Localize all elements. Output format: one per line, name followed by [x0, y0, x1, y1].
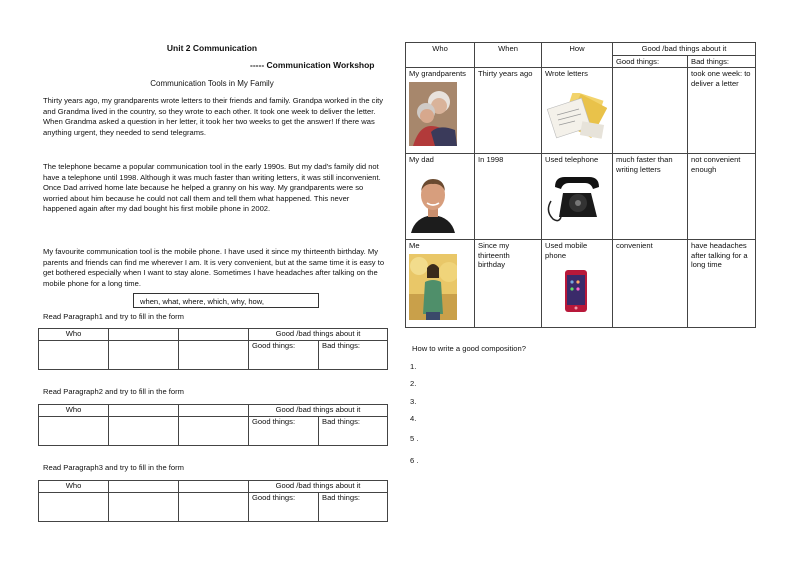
me-photo: [409, 254, 457, 320]
form-1-cell[interactable]: [179, 341, 249, 370]
summary-cell-who: [406, 154, 475, 240]
form-1-goodbad-header: Good /bad things about it: [249, 329, 388, 341]
form-2-good-cell[interactable]: [249, 417, 319, 446]
summary-who-header: Who: [406, 43, 475, 68]
paragraph-1: Thirty years ago, my grandparents wrote letters to their friends and family. Grandpa worked in the city and Grandma lived in the country, so they wrote to each other. It took one week to deliver the letter. When Grandma asked a question in her letter, it took her two weeks to get the answer! If there was anything urgent, they needed to send telegrams.: [43, 96, 384, 137]
mobile-phone-photo: [545, 266, 607, 316]
form-3-blank-header: [109, 481, 179, 493]
letters-photo: [545, 93, 607, 141]
form-3-bad-label: Bad things:: [322, 493, 360, 502]
paragraph-2: The telephone became a popular communication tool in the early 1990s. But my dad's family did not have a telephone until 1998. Although it was much faster than writing letters, it was still inconvenient. Once Dad arrived home late because he helped a granny on his way. My grandparents were so worried about him because he could not call them and tell them what happened. This never happened again after my dad bought his first mobile phone in 2002.: [43, 162, 381, 213]
form-2-bad-cell[interactable]: [319, 417, 388, 446]
form-2-blank-header: [179, 405, 249, 417]
summary-goodbad-header: Good /bad things about it: [613, 43, 756, 56]
form-1-who-header: Who: [39, 329, 109, 341]
form-1-table: [38, 328, 388, 370]
how-label: Used mobile phone: [545, 241, 588, 260]
form-3-cell[interactable]: [179, 493, 249, 522]
form-1-cell[interactable]: [39, 341, 109, 370]
page-subtitle: ----- Communication Workshop: [250, 60, 375, 70]
form-3-good-cell[interactable]: [249, 493, 319, 522]
form-2-good-label: Good things:: [252, 417, 296, 426]
telephone-photo: [545, 171, 607, 223]
summary-cell-how: [542, 68, 613, 154]
form-2-cell[interactable]: [109, 417, 179, 446]
question-words-box: when, what, where, which, why, how,: [133, 293, 319, 308]
form-2-bad-label: Bad things:: [322, 417, 360, 426]
composition-item: 2.: [410, 379, 417, 388]
summary-cell-who: [406, 68, 475, 154]
form-1-blank-header: [179, 329, 249, 341]
form-3-blank-header: [179, 481, 249, 493]
summary-cell-good: [613, 68, 688, 154]
form-2-instruction: Read Paragraph2 and try to fill in the form: [43, 387, 184, 396]
form-1-good-cell[interactable]: [249, 341, 319, 370]
summary-good-header: Good things:: [613, 55, 688, 68]
summary-cell-who: [406, 240, 475, 328]
form-1-bad-label: Bad things:: [322, 341, 360, 350]
form-2-blank-header: [109, 405, 179, 417]
summary-how-header: How: [542, 43, 613, 68]
form-1-bad-cell[interactable]: [319, 341, 388, 370]
who-label: My dad: [409, 155, 434, 164]
summary-cell-when: Since my thirteenth birthday: [475, 240, 542, 328]
how-label: Wrote letters: [545, 69, 588, 78]
form-1-good-label: Good things:: [252, 341, 296, 350]
summary-cell-good: convenient: [613, 240, 688, 328]
form-2-table: [38, 404, 388, 446]
summary-cell-bad: have headaches after talking for a long time: [688, 240, 756, 328]
composition-item: 5 .: [410, 434, 419, 443]
summary-cell-good: much faster than writing letters: [613, 154, 688, 240]
summary-row-dad: [406, 154, 756, 240]
summary-cell-when: In 1998: [475, 154, 542, 240]
summary-cell-when: Thirty years ago: [475, 68, 542, 154]
summary-table: [405, 42, 756, 328]
form-3-who-header: Who: [39, 481, 109, 493]
who-label: My grandparents: [409, 69, 466, 78]
form-3-cell[interactable]: [39, 493, 109, 522]
how-label: Used telephone: [545, 155, 599, 164]
summary-row-me: [406, 240, 756, 328]
summary-cell-how: [542, 154, 613, 240]
form-2-who-header: Who: [39, 405, 109, 417]
form-1-cell[interactable]: [109, 341, 179, 370]
form-3-good-label: Good things:: [252, 493, 296, 502]
form-1-instruction: Read Paragraph1 and try to fill in the form: [43, 312, 184, 321]
paragraph-3: My favourite communication tool is the mobile phone. I have used it since my thirteenth birthday. My parents and friends can find me wherever I am. It is very convenient, but at the same time it is easy to get bothered especially when I want to stay alone. Sometimes I have headaches after talking on the mobile phone for a long time.: [43, 247, 385, 288]
summary-when-header: When: [475, 43, 542, 68]
form-2-cell[interactable]: [179, 417, 249, 446]
form-1-blank-header: [109, 329, 179, 341]
form-3-cell[interactable]: [109, 493, 179, 522]
page-title: Unit 2 Communication: [166, 43, 258, 53]
composition-item: 3.: [410, 397, 417, 406]
summary-cell-bad: took one week: to deliver a letter: [688, 68, 756, 154]
summary-cell-how: [542, 240, 613, 328]
composition-item: 1.: [410, 362, 417, 371]
who-label: Me: [409, 241, 420, 250]
summary-bad-header: Bad things:: [688, 55, 756, 68]
section-title: Communication Tools in My Family: [150, 79, 274, 88]
form-3-instruction: Read Paragraph3 and try to fill in the form: [43, 463, 184, 472]
composition-item: 4.: [410, 414, 417, 423]
composition-item: 6 .: [410, 456, 419, 465]
summary-cell-bad: not convenient enough: [688, 154, 756, 240]
form-3-goodbad-header: Good /bad things about it: [249, 481, 388, 493]
summary-row-grandparents: [406, 68, 756, 154]
composition-question: How to write a good composition?: [412, 344, 526, 353]
form-3-table: [38, 480, 388, 522]
grandparents-photo: [409, 82, 457, 146]
form-3-bad-cell[interactable]: [319, 493, 388, 522]
form-2-cell[interactable]: [39, 417, 109, 446]
form-2-goodbad-header: Good /bad things about it: [249, 405, 388, 417]
dad-photo: [409, 173, 457, 233]
